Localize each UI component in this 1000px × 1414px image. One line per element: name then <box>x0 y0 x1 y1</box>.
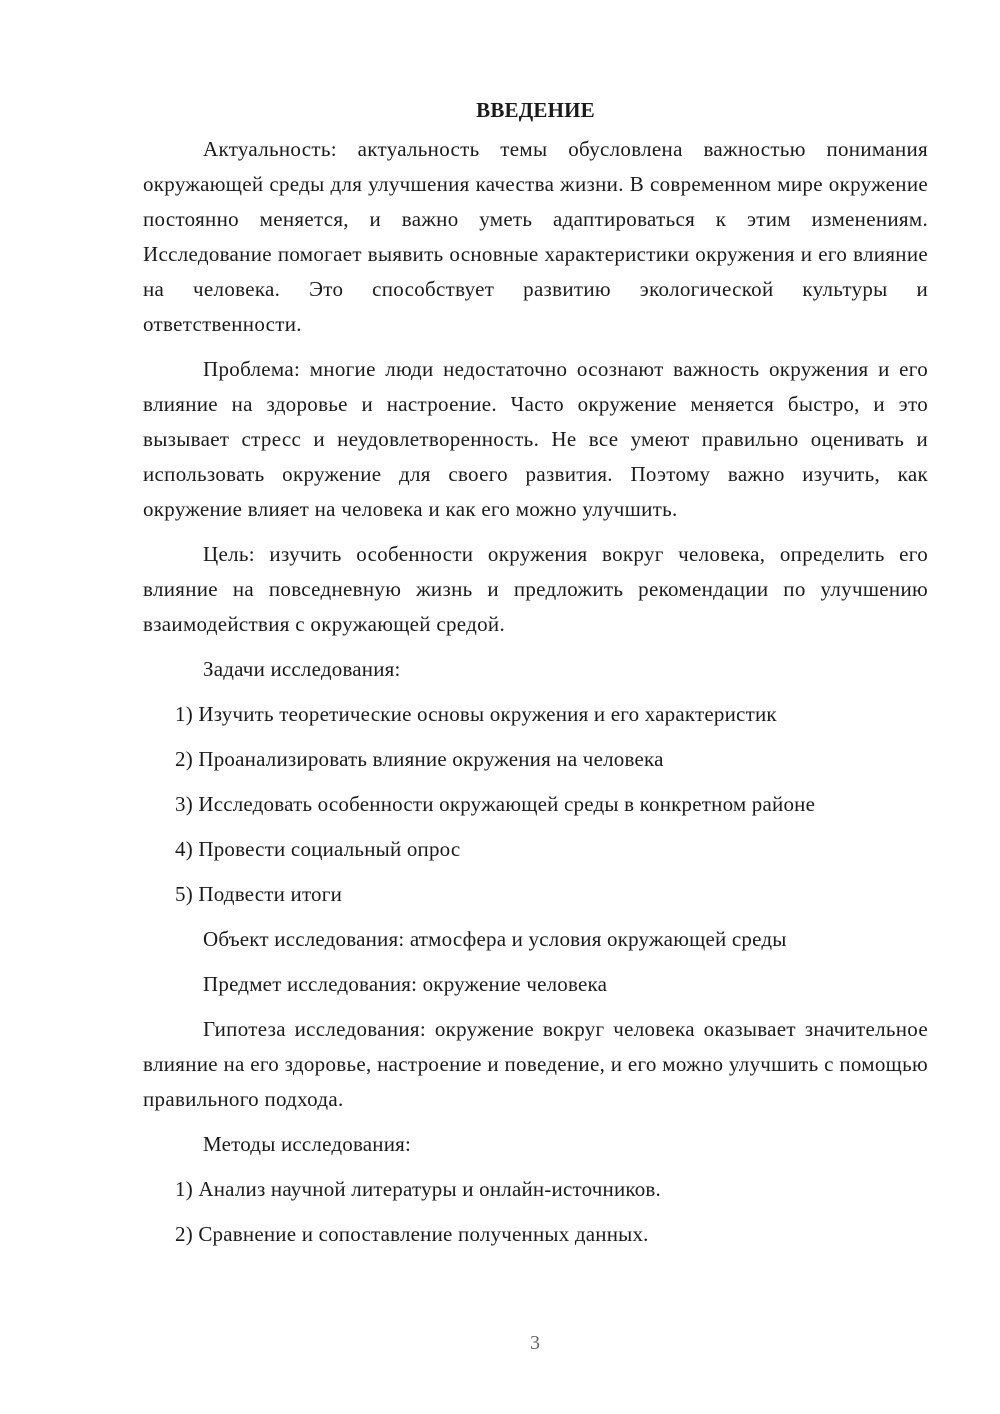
page-title: ВВЕДЕНИЕ <box>476 98 595 122</box>
tasks-heading: Задачи исследования: <box>203 657 401 681</box>
list-item: 2) Проанализировать влияние окружения на человека <box>175 747 664 771</box>
relevance-paragraph: Актуальность: актуальность темы обусловлена важностью понимания окружающей среды для улучшения качества жизни. В современном мире окружение постоянно меняется, и важно уметь адаптироваться к этим изменениям. Исследование помогает выявить основные характеристики окружения и его влияние на человека. Это способствует развитию экологической культуры и ответственности. <box>143 137 928 336</box>
list-item: 4) Провести социальный опрос <box>175 837 461 861</box>
subject-line: Предмет исследования: окружение человека <box>203 972 608 996</box>
list-item: 2) Сравнение и сопоставление полученных данных. <box>175 1222 649 1246</box>
methods-list <box>143 1172 928 1252</box>
document-page <box>143 92 928 1262</box>
methods-heading: Методы исследования: <box>203 1132 412 1156</box>
goal-paragraph: Цель: изучить особенности окружения вокруг человека, определить его влияние на повседневную жизнь и предложить рекомендации по улучшению взаимодействия с окружающей средой. <box>143 542 928 636</box>
tasks-list <box>143 697 928 912</box>
hypothesis-paragraph: Гипотеза исследования: окружение вокруг человека оказывает значительное влияние на его здоровье, настроение и поведение, и его можно улучшить с помощью правильного подхода. <box>143 1017 928 1111</box>
page-number: 3 <box>530 1332 540 1354</box>
list-item: 1) Анализ научной литературы и онлайн-источников. <box>175 1177 662 1201</box>
list-item: 3) Исследовать особенности окружающей среды в конкретном районе <box>175 792 816 816</box>
list-item: 1) Изучить теоретические основы окружения и его характеристик <box>175 702 777 726</box>
object-line: Объект исследования: атмосфера и условия окружающей среды <box>203 927 787 951</box>
problem-paragraph: Проблема: многие люди недостаточно осознают важность окружения и его влияние на здоровье и настроение. Часто окружение меняется быстро, и это вызывает стресс и неудовлетворенность. Не все умеют правильно оценивать и использовать окружение для своего развития. Поэтому важно изучить, как окружение влияет на человека и как его можно улучшить. <box>143 357 928 521</box>
list-item: 5) Подвести итоги <box>175 882 343 906</box>
